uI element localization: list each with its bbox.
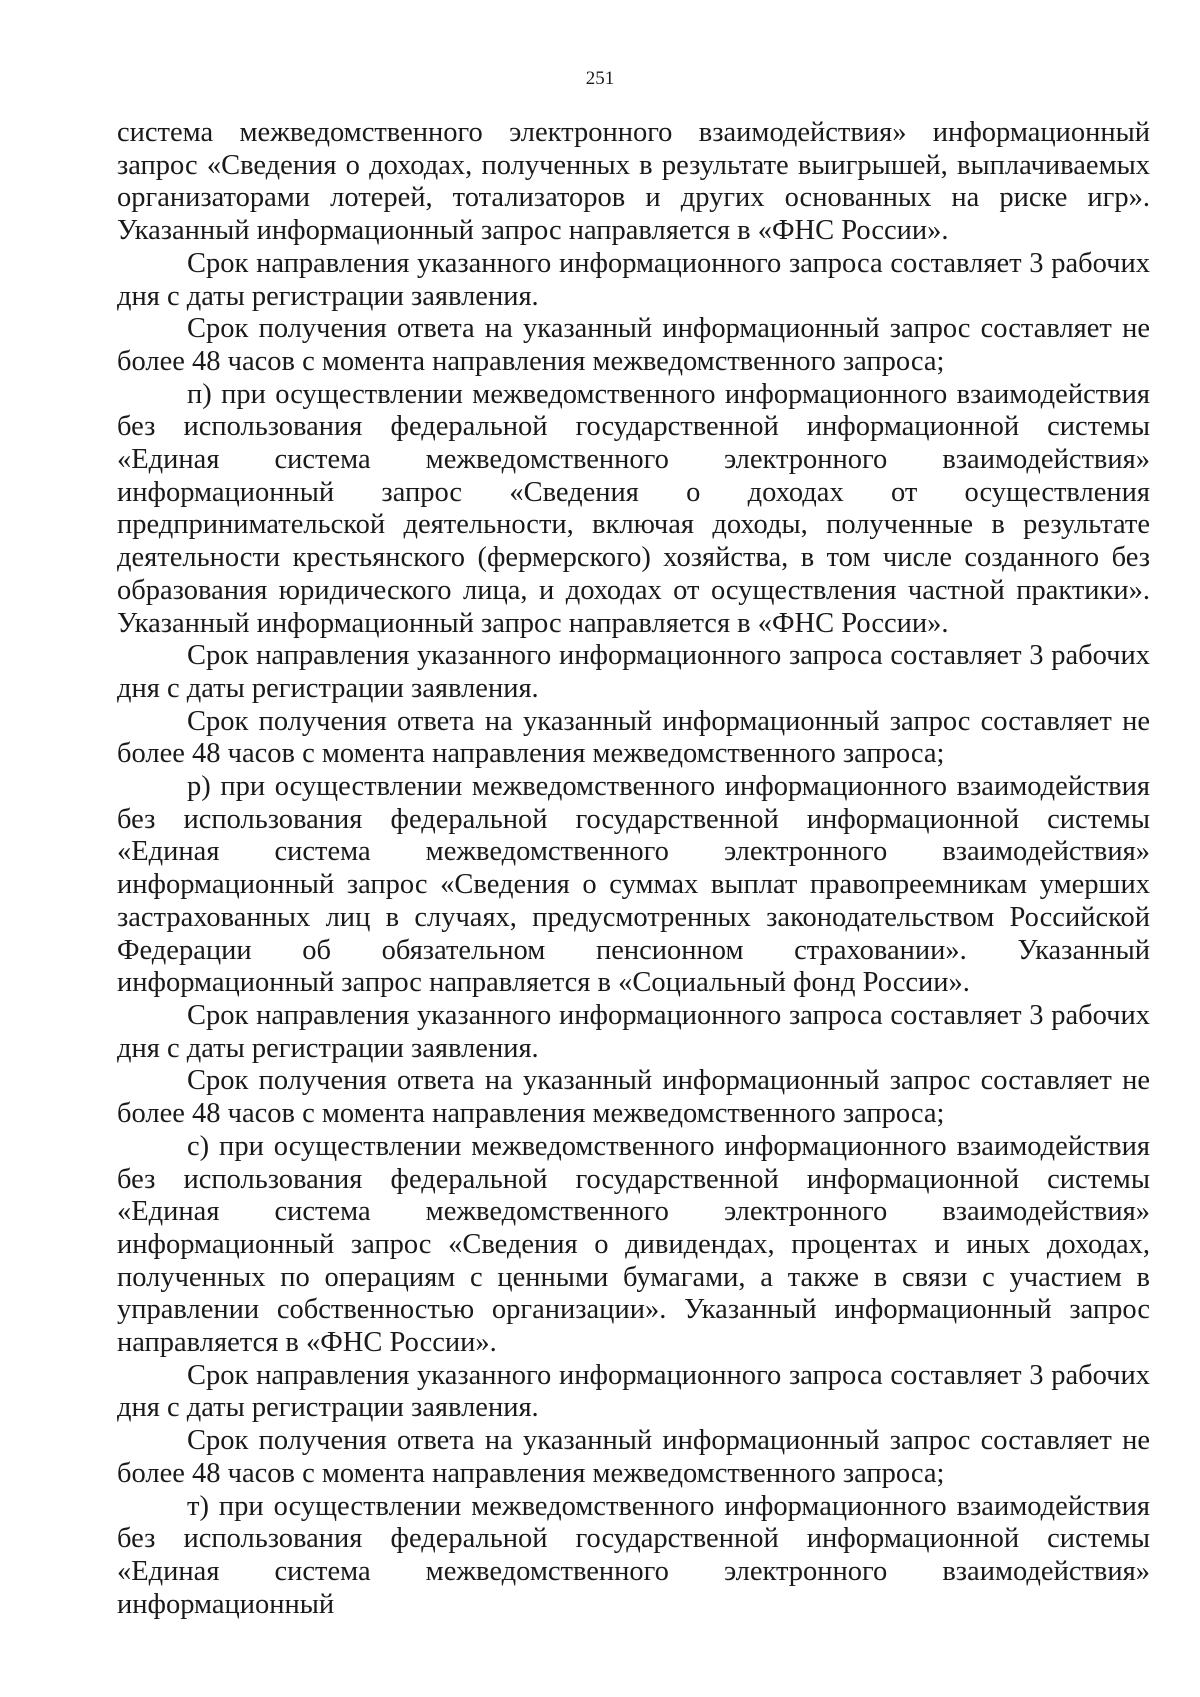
paragraph: Срок направления указанного информационного запроса составляет 3 рабочих дня с даты регистрации заявления. — [117, 640, 1150, 704]
paragraph: Срок получения ответа на указанный информационный запрос составляет не более 48 часов с момента направления межведомственного запроса; — [117, 705, 1150, 770]
document-body — [117, 117, 1150, 1621]
paragraph: Срок получения ответа на указанный информационный запрос составляет не более 48 часов с момента направления межведомственного запроса; — [117, 1065, 1150, 1130]
paragraph: Срок получения ответа на указанный информационный запрос составляет не более 48 часов с момента направления межведомственного запроса; — [117, 1425, 1150, 1489]
paragraph: с) при осуществлении межведомственного информационного взаимодействия без использования федеральной государственной информационной системы «Единая система межведомственного электронного взаимодействия» информационный запрос «Сведения о дивидендах, процентах и иных доходах, полученных по операциям с ценными бумагами, а также в связи с участием в управлении собственностью организации». Указанный информационный запрос направляется в «ФНС России». — [117, 1130, 1150, 1359]
paragraph: т) при осуществлении межведомственного информационного взаимодействия без использования федеральной государственной информационной системы «Единая система межведомственного электронного взаимодействия» информационный — [117, 1490, 1150, 1620]
paragraph: система межведомственного электронного взаимодействия» информационный запрос «Сведения о доходах, полученных в результате выигрышей, выплачиваемых организаторами лотерей, тотализаторов и других основанных на риске игр». Указанный информационный запрос направляется в «ФНС России». — [117, 117, 1150, 247]
page-number: 251 — [585, 68, 615, 89]
paragraph: Срок направления указанного информационного запроса составляет 3 рабочих дня с даты регистрации заявления. — [117, 247, 1150, 312]
paragraph: п) при осуществлении межведомственного информационного взаимодействия без использования федеральной государственной информационной системы «Единая система межведомственного электронного взаимодействия» информационный запрос «Сведения о доходах от осуществления предпринимательской деятельности, включая доходы, полученные в результате деятельности крестьянского (фермерского) хозяйства, в том числе созданного без образования юридического лица, и доходах от осуществления частной практики». Указанный информационный запрос направляется в «ФНС России». — [117, 378, 1150, 639]
paragraph: Срок получения ответа на указанный информационный запрос составляет не более 48 часов с момента направления межведомственного запроса; — [117, 313, 1150, 377]
paragraph: Срок направления указанного информационного запроса составляет 3 рабочих дня с даты регистрации заявления. — [117, 1359, 1150, 1424]
paragraph: р) при осуществлении межведомственного информационного взаимодействия без использования федеральной государственной информационной системы «Единая система межведомственного электронного взаимодействия» информационный запрос «Сведения о суммах выплат правопреемникам умерших застрахованных лиц в случаях, предусмотренных законодательством Российской Федерации об обязательном пенсионном страховании». Указанный информационный запрос направляется в «Социальный фонд России». — [117, 771, 1150, 999]
paragraph: Срок направления указанного информационного запроса составляет 3 рабочих дня с даты регистрации заявления. — [117, 999, 1150, 1064]
